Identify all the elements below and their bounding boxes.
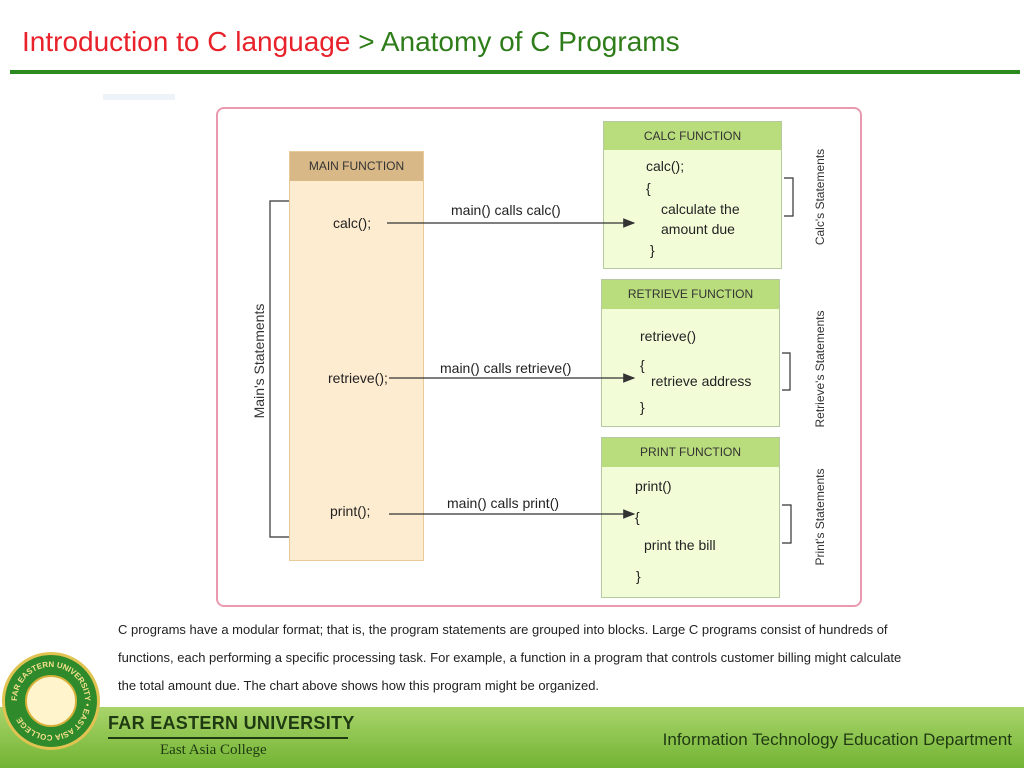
- university-seal-logo: [2, 652, 100, 750]
- university-name: FAR EASTERN UNIVERSITY: [108, 713, 355, 733]
- caption-line-1: C programs have a modular format; that is, the program statements are grouped into blocks. Large C programs consist of hundreds of: [118, 622, 888, 637]
- main-statement-print: print();: [330, 503, 371, 519]
- seal-shield-icon: [25, 675, 77, 727]
- print-statements-label: Print's Statements: [813, 468, 827, 566]
- calc-statements-label: Calc's Statements: [813, 148, 827, 246]
- retrieve-line-body: retrieve address: [651, 373, 752, 389]
- calc-line-close-brace: }: [650, 242, 655, 258]
- print-function-header: PRINT FUNCTION: [602, 438, 779, 467]
- print-line-open-brace: {: [635, 509, 640, 525]
- print-statements-bracket: [782, 505, 791, 543]
- main-statement-retrieve: retrieve();: [328, 370, 388, 386]
- retrieve-line-open-brace: {: [640, 357, 645, 373]
- main-function-header: MAIN FUNCTION: [290, 152, 423, 181]
- calc-line-body-1: calculate the: [661, 201, 740, 217]
- retrieve-line-signature: retrieve(): [640, 328, 697, 344]
- print-line-signature: print(): [635, 478, 672, 494]
- caption-line-2: functions, each performing a specific processing task. For example, a function in a program that controls customer billing might calculate: [118, 650, 902, 665]
- retrieve-statements-bracket: [782, 353, 790, 390]
- department-name: Information Technology Education Department: [662, 730, 1012, 749]
- retrieve-function-header: RETRIEVE FUNCTION: [602, 280, 779, 309]
- print-line-close-brace: }: [636, 568, 641, 584]
- title-sub: Anatomy of C Programs: [380, 26, 680, 57]
- main-statements-bracket: [270, 201, 289, 537]
- main-statement-calc: calc();: [333, 215, 372, 231]
- arrow-label-print: main() calls print(): [447, 495, 560, 511]
- figure-caption: [118, 616, 968, 700]
- main-statements-label: Main's Statements: [251, 303, 267, 419]
- calc-function-header: CALC FUNCTION: [604, 122, 781, 150]
- caption-line-3: the total amount due. The chart above shows how this program might be organized.: [118, 678, 600, 693]
- svg-text:FAR EASTERN UNIVERSITY • EAST: FAR EASTERN UNIVERSITY • EAST ASIA COLLEGE: [9, 659, 93, 743]
- arrow-label-retrieve: main() calls retrieve(): [440, 360, 572, 376]
- retrieve-statements-label: Retrieve's Statements: [813, 310, 827, 428]
- calc-line-open-brace: {: [646, 180, 651, 196]
- title-separator: >: [358, 26, 375, 57]
- college-name: East Asia College: [160, 742, 267, 758]
- title-main: Introduction to C language: [22, 26, 351, 57]
- calc-line-signature: calc();: [646, 158, 685, 174]
- arrow-label-calc: main() calls calc(): [451, 202, 561, 218]
- calc-statements-bracket: [784, 178, 793, 216]
- print-line-body: print the bill: [644, 537, 716, 553]
- calc-line-body-2: amount due: [661, 221, 735, 237]
- retrieve-line-close-brace: }: [640, 399, 645, 415]
- university-underline: [108, 737, 348, 739]
